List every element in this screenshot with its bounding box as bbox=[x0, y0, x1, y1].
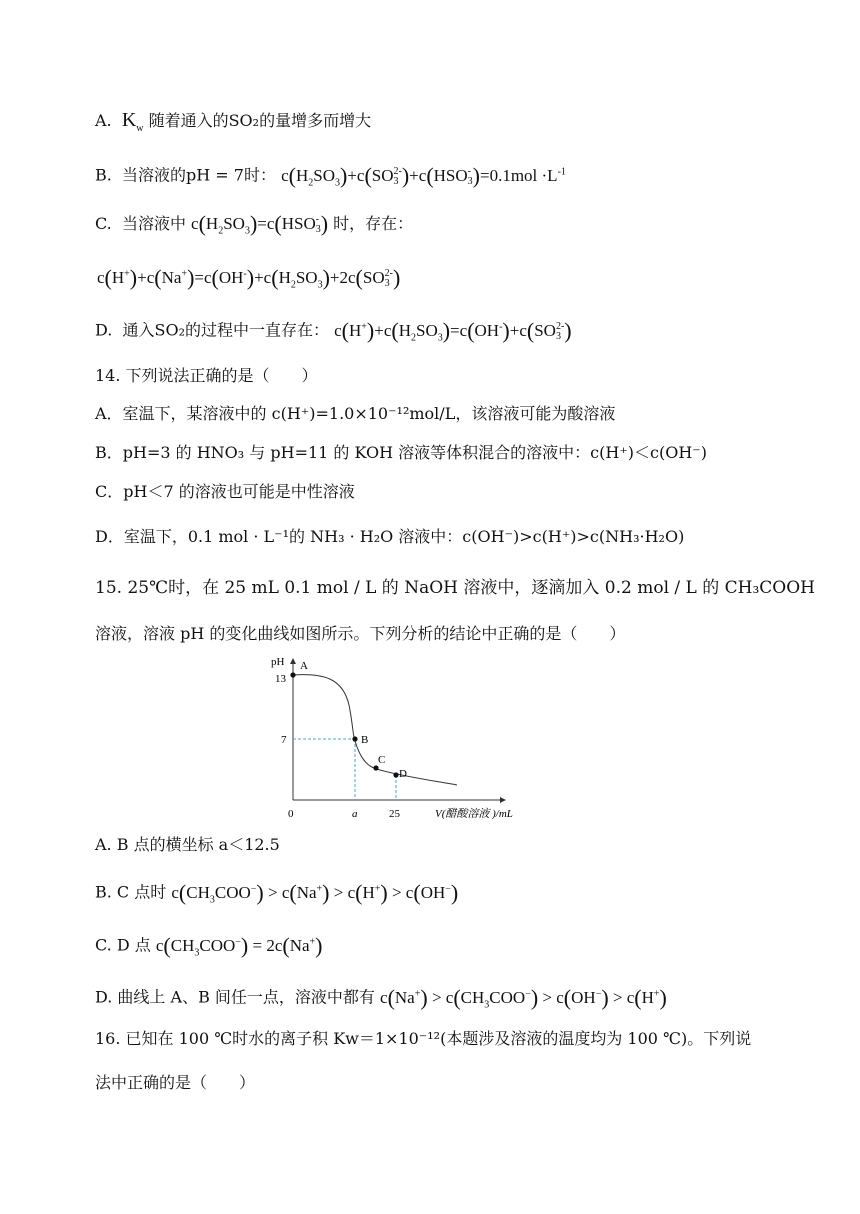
point-label-c: C bbox=[378, 754, 386, 766]
q15-c-formula: $c(CH_3COO^-) = 2c(Na^+)$ bbox=[155, 932, 323, 959]
q14-option-b: B．pH=3 的 HNO₃ 与 pH=11 的 KOH 溶液等体积混合的溶液中：c(H⁺)＜c(OH⁻) bbox=[95, 443, 707, 462]
q15-stem-2: 溶液，溶液 pH 的变化曲线如图所示。下列分析的结论中正确的是（ ） bbox=[95, 624, 626, 643]
point-label-a: A bbox=[300, 660, 308, 672]
q15-option-c: C. D 点 $c(CH_3COO^-) = 2c(Na^+)$ bbox=[95, 932, 323, 959]
q16-stem-2: 法中正确的是（ ） bbox=[95, 1073, 256, 1092]
point-label-d: D bbox=[399, 768, 407, 780]
kw-symbol: $K_w$ bbox=[121, 109, 144, 134]
q13-c-condition: $c(H_2SO_3)=c(HSO$ - 3 ) bbox=[191, 211, 329, 237]
q14-option-a: A．室温下，某溶液中的 c(H⁺)=1.0×10⁻¹²mol/L，该溶液可能为酸溶液 bbox=[95, 404, 616, 423]
q13-option-d: D. 通入SO₂的过程中一直存在： $c(H^+)+c(H_2SO_3)=c(OH^-)+c(SO$ 2- 3 ) bbox=[95, 317, 572, 344]
point-d bbox=[393, 772, 398, 777]
x-tick-25: 25 bbox=[389, 808, 400, 820]
q13-option-c: C. 当溶液中 $c(H_2SO_3)=c(HSO$ - 3 ) 时，存在： bbox=[95, 211, 414, 237]
q15-option-a: A. B 点的横坐标 a＜12.5 bbox=[95, 835, 280, 854]
q13-option-b: B. 当溶液的pH = 7时： $c(H_2SO_3)+c(SO$ 2- 3 )+c(HSO - 3 )$=0.1mol \cdot L^{-1}$ bbox=[95, 162, 566, 189]
q15-option-d: D. 曲线上 A、B 间任一点，溶液中都有 $c(Na^+) > c(CH_3COO^-) > c(OH^-) > c(H^+)$ bbox=[95, 984, 667, 1011]
titration-chart bbox=[265, 655, 555, 827]
q14-option-c: C．pH＜7 的溶液也可能是中性溶液 bbox=[95, 482, 355, 501]
point-b bbox=[352, 736, 357, 741]
q13-option-a: A. $K_w$ 随着通入的SO₂的量增多而增大 bbox=[95, 109, 372, 134]
x-axis-label: V(醋酸溶液 )/mL bbox=[435, 808, 513, 820]
q16-stem-1: 16. 已知在 100 ℃时水的离子积 Kw＝1×10⁻¹²(本题涉及溶液的温度均为 100 ℃)。下列说 bbox=[95, 1029, 752, 1048]
q15-d-formula: $c(Na^+) > c(CH_3COO^-) > c(OH^-) > c(H^+)$ bbox=[380, 984, 667, 1011]
q13-d-formula: $c(H^+)+c(H_2SO_3)=c(OH^-)+c(SO$ 2- 3 ) bbox=[334, 317, 572, 344]
point-label-b: B bbox=[361, 734, 369, 746]
q13-c-formula: $c(H^+)+c(Na^+)=c(OH^-)+c(H_2SO_3)+2c(SO$ 2- 3 ) bbox=[97, 264, 401, 291]
y-axis-label: pH bbox=[271, 656, 285, 668]
x-tick-a: a bbox=[352, 808, 358, 820]
y-tick-7: 7 bbox=[281, 734, 287, 746]
q14-option-d: D．室温下，0.1 mol · L⁻¹的 NH₃ · H₂O 溶液中：c(OH⁻)>c(H⁺)>c(NH₃·H₂O) bbox=[95, 527, 685, 546]
point-c bbox=[373, 765, 378, 770]
q15-option-b: B. C 点时 $c(CH_3COO^-) > c(Na^+) > c(H^+) > c(OH^-)$ bbox=[95, 879, 459, 906]
q15-stem-1: 15. 25℃时，在 25 mL 0.1 mol / L 的 NaOH 溶液中，逐滴加入 0.2 mol / L 的 CH₃COOH bbox=[95, 578, 816, 598]
x-tick-0: 0 bbox=[288, 808, 294, 820]
q13-b-formula: $c(H_2SO_3)+c(SO$ 2- 3 )+c(HSO - 3 )$=0.1mol \cdot L^{-1}$ bbox=[281, 162, 566, 189]
y-tick-13: 13 bbox=[275, 673, 286, 685]
point-a bbox=[290, 672, 295, 677]
q15-b-formula: $c(CH_3COO^-) > c(Na^+) > c(H^+) > c(OH^-)$ bbox=[171, 879, 459, 906]
q14-stem: 14. 下列说法正确的是（ ） bbox=[95, 366, 318, 385]
